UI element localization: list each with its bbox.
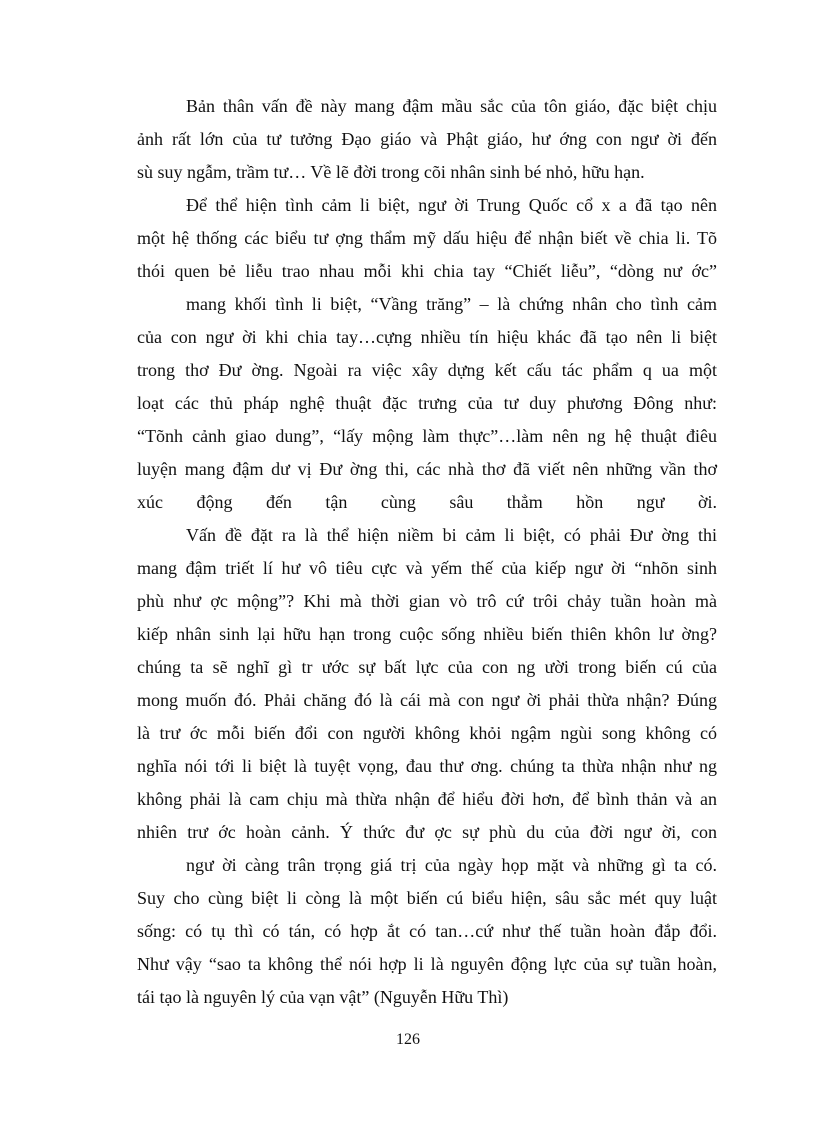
text-line: phù như ợc mộng”? Khi mà thời gian vò trô cứ trôi chảy tuần hoàn mà: [137, 591, 717, 611]
text-line: một hệ thống các biểu tư ợng thẩm mỹ dấu hiệu để nhận biết về chia li. Tõ: [137, 228, 717, 248]
text-line: Suy cho cùng biệt li còng là một biến cú biểu hiện, sâu sắc mét quy luật: [137, 888, 717, 908]
text-line: nghĩa nói tới li biệt là tuyệt vọng, đau thư ơng. chúng ta thừa nhận như ng: [137, 756, 717, 776]
text-line: Như vậy “sao ta không thể nói hợp li là nguyên động lực của sự tuần hoàn,: [137, 954, 717, 974]
text-line: trong thơ Đư ờng. Ngoài ra việc xây dựng kết cấu tác phẩm q ua một: [137, 360, 717, 380]
text-line: chúng ta sẽ nghĩ gì tr ước sự bất lực của con ng ười trong biến cú của: [137, 657, 717, 677]
text-line: là trư ớc mỗi biến đổi con người không khỏi ngậm ngùi song không có: [137, 723, 717, 743]
text-line: Để thể hiện tình cảm li biệt, ngư ời Trung Quốc cổ x a đã tạo nên: [186, 195, 717, 215]
text-line: thói quen bẻ liễu trao nhau mỗi khi chia tay “Chiết liễu”, “dòng nư ớc”: [137, 261, 717, 281]
text-line: nhiên trư ớc hoàn cảnh. Ý thức đư ợc sự phù du của đời ngư ời, con: [137, 822, 717, 842]
text-line: kiếp nhân sinh lại hữu hạn trong cuộc sống nhiều biến thiên khôn lư ờng?: [137, 624, 717, 644]
page-number: 126: [396, 1031, 420, 1048]
text-line: mang đậm triết lí hư vô tiêu cực và yếm thế của kiếp ngư ời “nhõn sinh: [137, 558, 717, 578]
text-line: mang khối tình li biệt, “Vầng trăng” – là chứng nhân cho tình cảm: [186, 294, 717, 314]
text-line: Vấn đề đặt ra là thể hiện niềm bi cảm li biệt, có phải Đư ờng thi: [186, 525, 717, 545]
text-line: “Tõnh cảnh giao dung”, “lấy mộng làm thực”…làm nên ng hệ thuật điêu: [137, 426, 717, 446]
text-line: sống: có tụ thì có tán, có hợp ắt có tan…cứ như thế tuần hoàn đắp đổi.: [137, 921, 717, 941]
text-line: của con ngư ời khi chia tay…cựng nhiều tín hiệu khác đã tạo nên li biệt: [137, 327, 717, 347]
text-line: tái tạo là nguyên lý của vạn vật” (Nguyễn Hữu Thì): [137, 987, 509, 1007]
text-line: mong muốn đó. Phải chăng đó là cái mà con ngư ời phải thừa nhận? Đúng: [137, 690, 717, 710]
text-line: ảnh rất lớn của tư tưởng Đạo giáo và Phật giáo, hư ớng con ngư ời đến: [137, 129, 717, 149]
text-line: không phải là cam chịu mà thừa nhận để hiểu đời hơn, để bình thản và an: [137, 789, 717, 809]
text-line: Bản thân vấn đề này mang đậm mầu sắc của tôn giáo, đặc biệt chịu: [186, 96, 717, 116]
text-line: sù suy ngẫm, trầm tư… Về lẽ đời trong cõi nhân sinh bé nhỏ, hữu hạn.: [137, 162, 645, 182]
text-line: ngư ời càng trân trọng giá trị của ngày họp mặt và những gì ta có.: [186, 855, 717, 875]
text-line: luyện mang đậm dư vị Đư ờng thi, các nhà thơ đã viết nên những vần thơ: [137, 459, 717, 479]
text-line: loạt các thủ pháp nghệ thuật đặc trưng của tư duy phương Đông như:: [137, 393, 717, 413]
text-line: xúc động đến tận cùng sâu thẳm hồn ngư ời.: [137, 492, 717, 512]
